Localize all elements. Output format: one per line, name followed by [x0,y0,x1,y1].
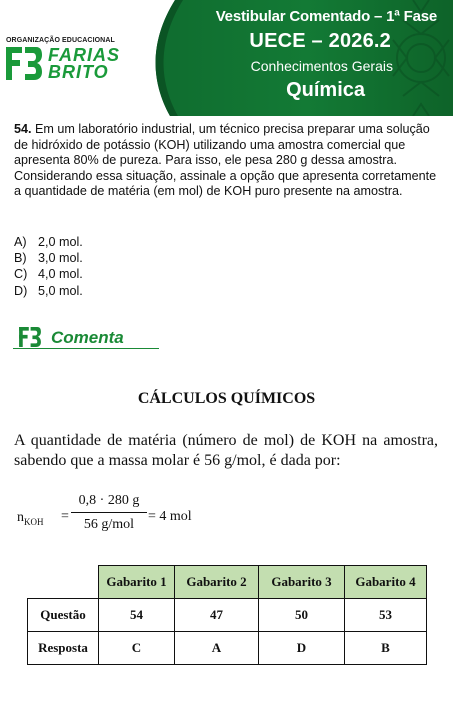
option-letter: C) [14,267,28,282]
comenta-section-label [13,326,159,350]
option-letter: A) [14,235,27,249]
option-a [14,234,83,250]
option-text: 2,0 mol. [38,235,83,249]
table-cell: 50 [259,599,345,632]
header-subject: Química [286,79,365,101]
table-header-row [28,566,427,599]
formula-denominator: 56 g/mol [83,517,135,532]
table-cell: 53 [345,599,427,632]
table-row-label: Questão [28,599,99,632]
option-text: 3,0 mol. [38,251,83,266]
table-header-cell: Gabarito 4 [345,566,427,599]
formula-lhs [17,510,44,527]
option-text: 5,0 mol. [38,283,83,298]
table-cell: A [175,632,259,665]
formula-numerator: 0,8 · 280 g [78,493,140,508]
option-b [14,250,83,266]
table-row [28,632,427,665]
table-row [28,599,427,632]
logo-word-brito: BRITO [48,62,109,82]
gabarito-table [27,565,427,665]
fb-mini-logo-icon [13,327,47,347]
logo-org-label: ORGANIZAÇÃO EDUCACIONAL [6,37,115,44]
table-corner-cell [28,566,99,599]
option-text: 4,0 mol. [38,267,83,282]
solution-text: A quantidade de matéria (número de mol) de KOH na amostra, sabendo que a massa molar é 56 g/mol, é dada por: [14,432,438,469]
comenta-text: Comenta [51,328,124,347]
comenta-underline [13,348,159,349]
table-cell: C [99,632,175,665]
header-title: Vestibular Comentado – 1ª Fase [215,8,437,25]
table-row-label: Resposta [28,632,99,665]
option-d [14,283,83,299]
fb-logo-icon [6,47,42,80]
table-header-cell: Gabarito 3 [259,566,345,599]
option-letter: B) [14,251,27,266]
table-cell: D [259,632,345,665]
formula-subscript: KOH [24,516,44,527]
table-header-cell: Gabarito 2 [175,566,259,599]
table-cell: B [345,632,427,665]
question-statement [14,122,442,200]
formula-result: = 4 mol [148,509,192,524]
formula-variable: n [17,510,24,525]
option-c [14,266,83,282]
formula-fraction [71,493,147,533]
header-subtitle: Conhecimentos Gerais [250,58,393,74]
logo-word-farias: FARIAS [48,45,121,65]
page-header [0,0,453,116]
table-cell: 47 [175,599,259,632]
header-exam: UECE – 2026.2 [249,30,391,52]
table-cell: 54 [99,599,175,632]
question-number: 54. [14,122,32,136]
question-text: Em um laboratório industrial, um técnico precisa preparar uma solução de hidróxido de potássio (KOH) utilizando uma amostra comercial que apresenta 80% de pureza. Para isso, ele pesa 280 g dessa amostra. Considerando essa situação, assinale a opção que apresenta corretamente a quantidade de matéria (em mol) de KOH puro presente na amostra. [14,122,437,198]
question-options [14,234,83,299]
formula-equals: = [61,509,69,524]
fraction-bar [71,512,147,513]
table-header-cell: Gabarito 1 [99,566,175,599]
option-letter: D) [14,283,28,298]
solution-title: CÁLCULOS QUÍMICOS [137,390,316,407]
